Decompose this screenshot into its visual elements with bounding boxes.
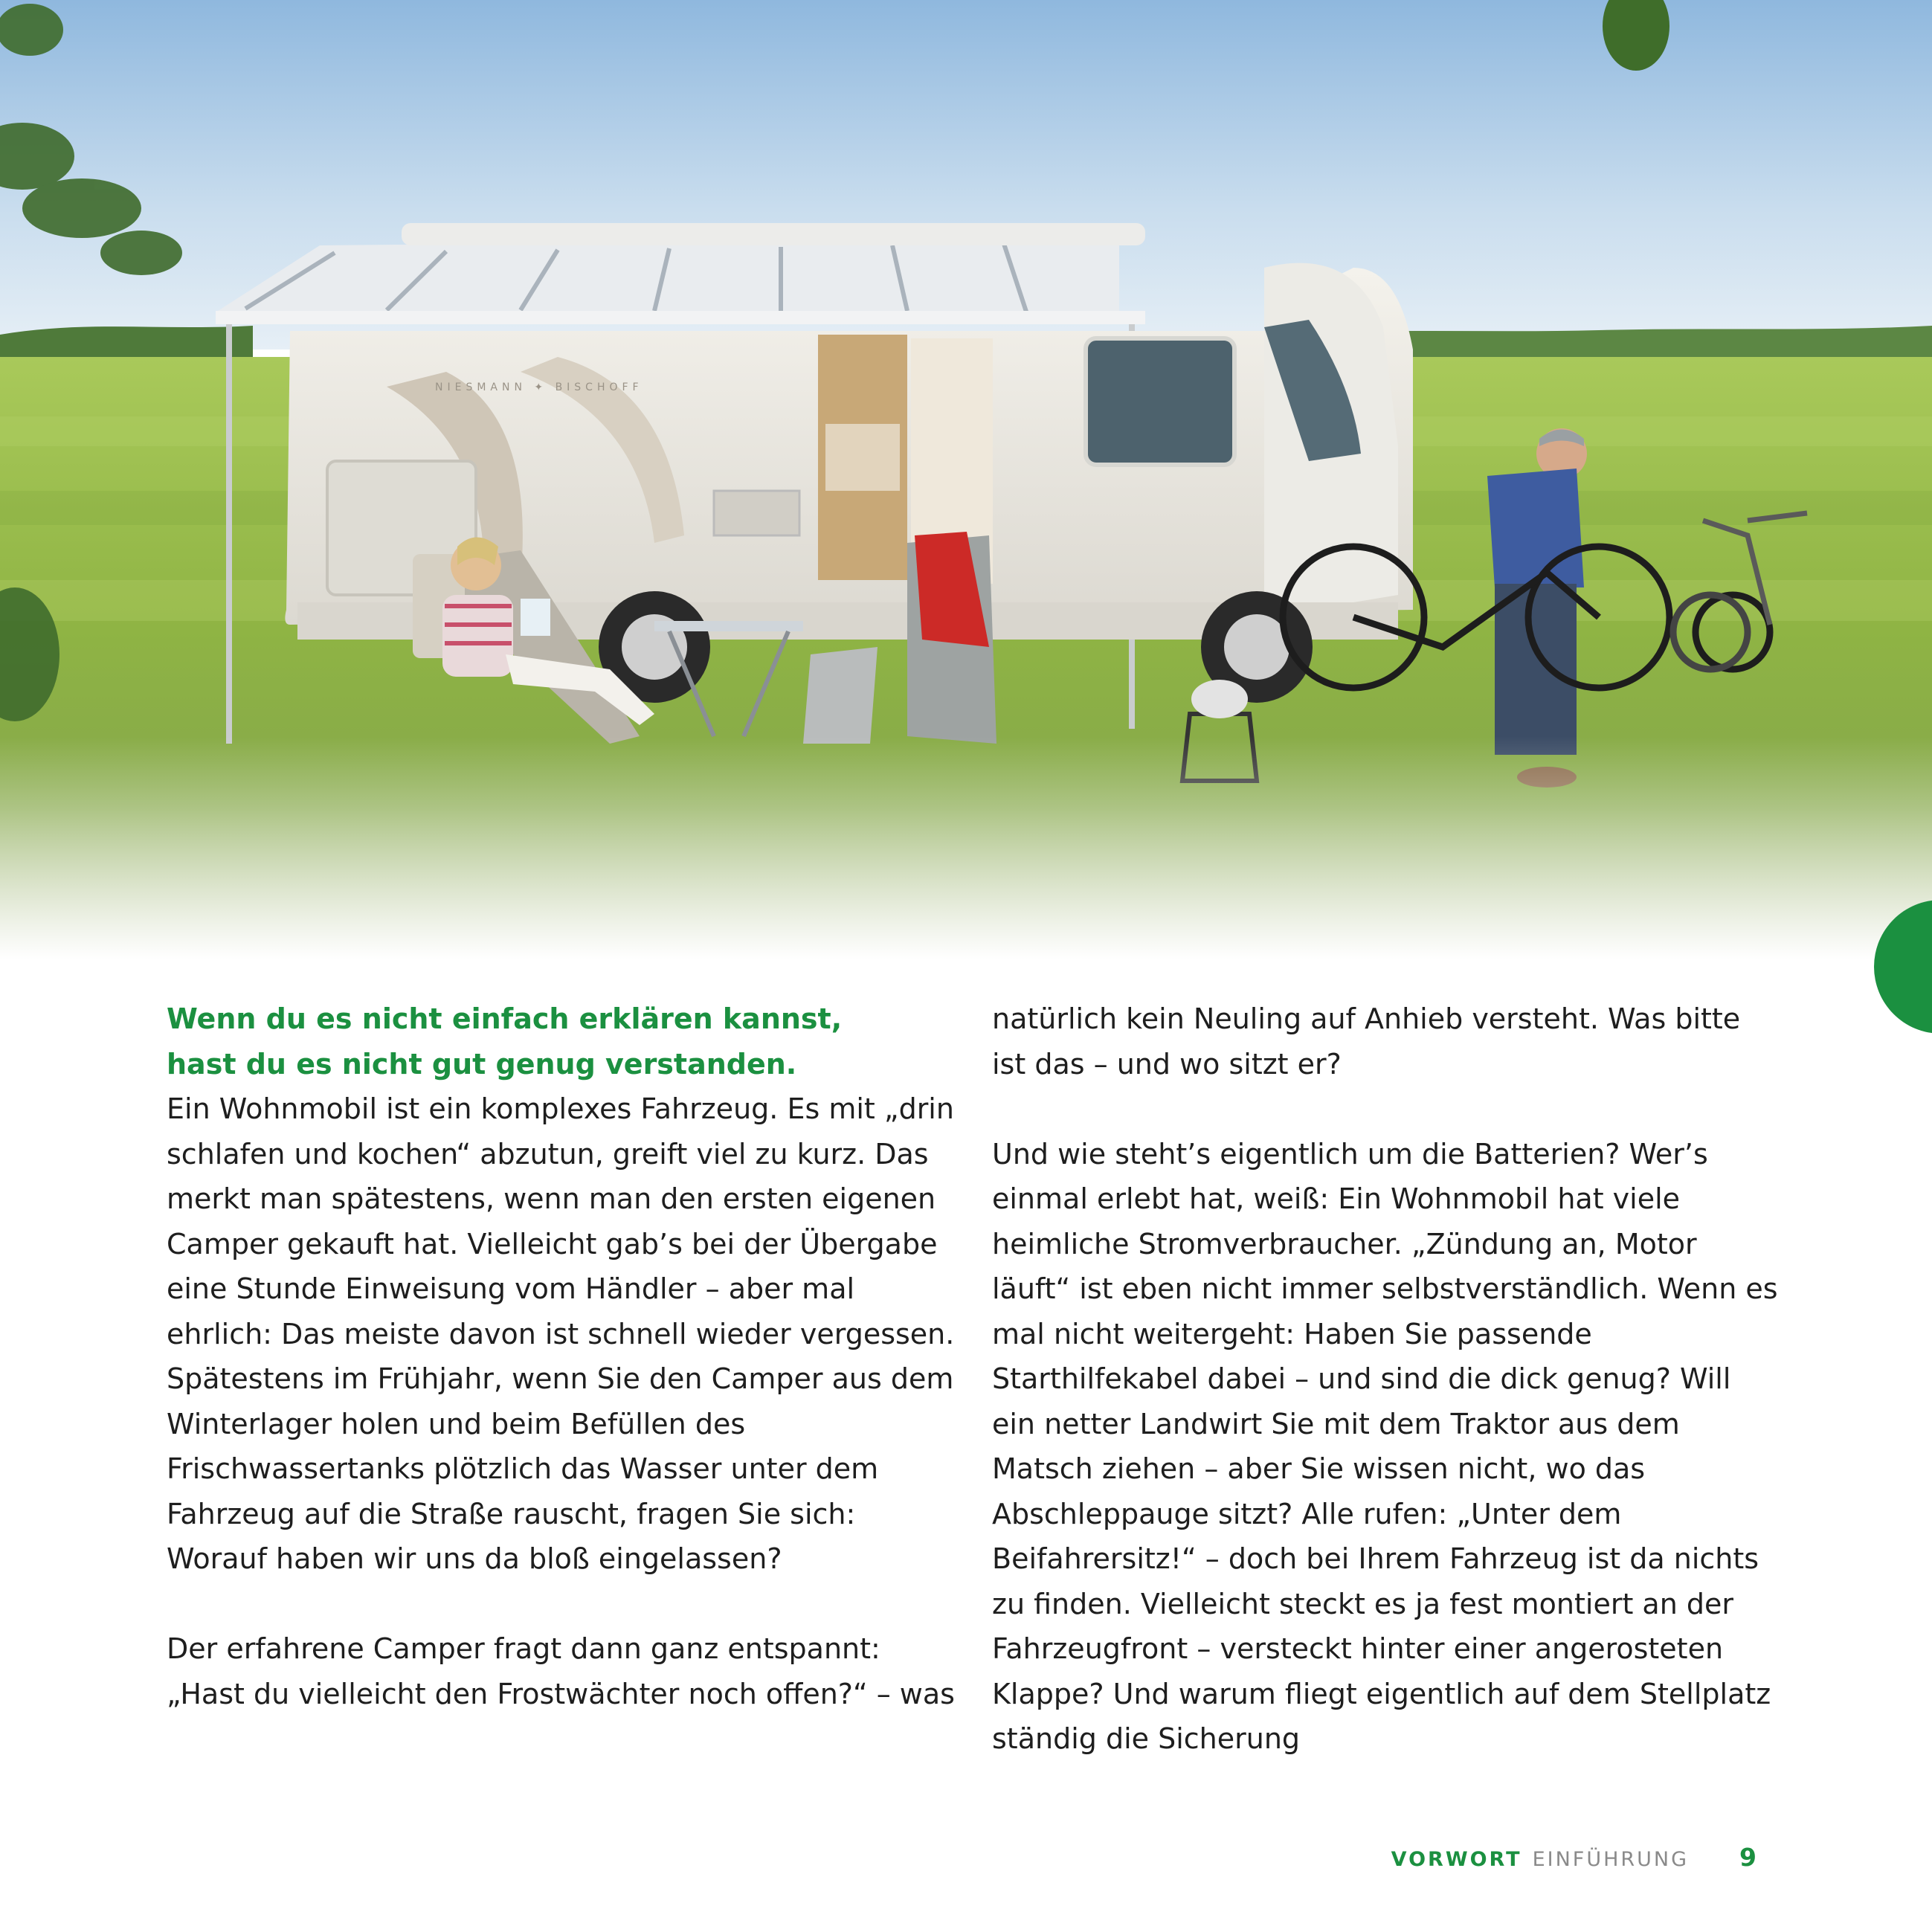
text-column-left bbox=[167, 996, 955, 1716]
running-footer bbox=[1391, 1843, 1756, 1872]
footer-section: EINFÜHRUNG bbox=[1532, 1848, 1690, 1871]
lead-quote-line-1: Wenn du es nicht einfach erklären kannst, bbox=[167, 1002, 843, 1035]
hero-photo-drawing bbox=[0, 0, 1932, 959]
brand-lettering: NIESMANN ✦ BISCHOFF bbox=[435, 381, 643, 393]
body-paragraph: natürlich kein Neuling auf Anhieb versteht. Was bitte ist das – und wo sitzt er? bbox=[992, 1002, 1741, 1081]
body-paragraph: Der erfahrene Camper fragt dann ganz entspannt: „Hast du vielleicht den Frostwächter noch offen?“ – was bbox=[167, 1632, 955, 1710]
body-paragraph: Und wie steht’s eigentlich um die Batterien? Wer’s einmal erlebt hat, weiß: Ein Wohnmobil hat viele heimliche Stromverbraucher. „Zündung an, Motor läuft“ ist eben nicht immer selbstverständlich. Wenn es mal nicht weitergeht: Haben Sie passende Starthilfekabel dabei – und sind die dick genug? Will ein netter Landwirt Sie mit dem Traktor aus dem Matsch ziehen – aber Sie wissen nicht, wo das Abschleppauge sitzt? Alle rufen: „Unter dem Beifahrersitz!“ – doch bei Ihrem Fahrzeug ist da nichts zu finden. Vielleicht steckt es ja fest montiert an der Fahrzeugfront – versteckt hinter einer angerosteten Klappe? Und warum fliegt eigentlich auf dem Stellplatz ständig die Sicherung bbox=[992, 1137, 1778, 1755]
body-paragraph: Ein Wohnmobil ist ein komplexes Fahrzeug. Es mit „drin schlafen und kochen“ abzutun, greift viel zu kurz. Das merkt man spätestens, wenn man den ersten eigenen Camper gekauft hat. Vielleicht gab’s bei der Übergabe eine Stunde Einweisung vom Händler – aber mal ehrlich: Das meiste davon ist schnell wieder vergessen. Spätestens im Frühjahr, wenn Sie den Camper aus dem Winterlager holen und beim Befüllen des Frischwassertanks plötzlich das Wasser unter dem Fahrzeug auf die Straße rauscht, fragen Sie sich: Worauf haben wir uns da bloß eingelassen? bbox=[167, 1092, 955, 1575]
footer-chapter: VORWORT bbox=[1391, 1848, 1522, 1871]
hero-photo bbox=[0, 0, 1932, 959]
text-column-right bbox=[992, 996, 1780, 1762]
page-number: 9 bbox=[1739, 1843, 1756, 1872]
lead-quote-line-2: hast du es nicht gut genug verstanden. bbox=[167, 1047, 797, 1081]
lead-quote bbox=[167, 996, 955, 1086]
